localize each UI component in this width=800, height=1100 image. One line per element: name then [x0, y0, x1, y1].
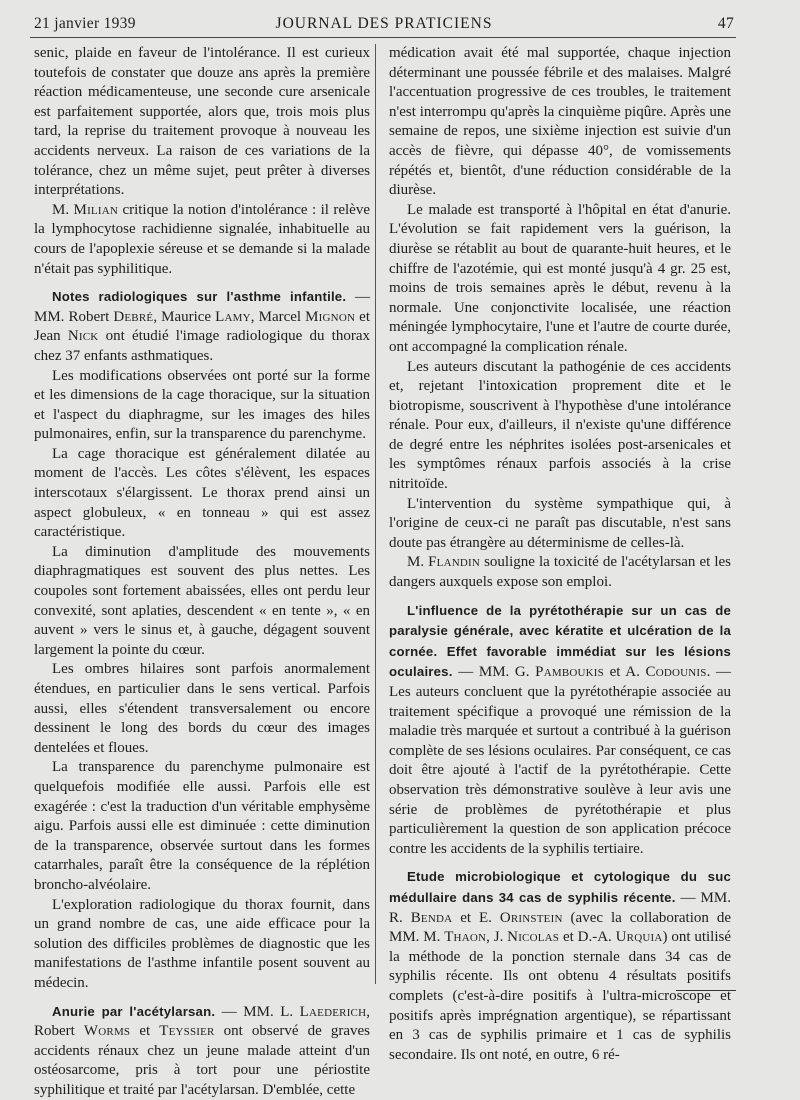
- text: (avec la collaboration de MM. M.: [389, 910, 731, 946]
- text: , Maurice: [153, 309, 215, 325]
- author-name: Lamy: [215, 309, 251, 325]
- author-name: Nicolas: [507, 929, 559, 945]
- author-name: Urquia: [616, 929, 663, 945]
- text: ont observé de graves accidents rénaux chez un jeune malade atteint d'un ostéosarcome, pris à tort pour une périostite syphilitique et traité par l'acétylarsan. D'emblée, cette: [34, 1023, 370, 1098]
- running-header: [34, 15, 734, 37]
- text: — MM. Robert: [34, 289, 370, 325]
- paragraph: Les auteurs discutant la pathogénie de ces accidents et, rejetant l'intoxication proprement dite et le biotropisme, souscrivent à l'hypothèse d'une intolérance rénale. Pour eux, d'ailleurs, il n'existe qu'une différence de degré entre les néphrites isolées post-arsenicales et les symptômes rénaux parfois associés à la crise nitritoïde.: [389, 358, 731, 495]
- author-name: Worms: [84, 1023, 130, 1039]
- section-anurie: [34, 1002, 370, 1100]
- text: souligne la toxicité de l'acétylarsan et les dangers auxquels expose son emploi.: [389, 554, 731, 590]
- paragraph: La cage thoracique est généralement dilatée au moment de l'accès. Les côtes s'élèvent, les espaces interscotaux s'élargissent. Le thorax prend ainsi un aspect globuleux, « en tonneau » qui est assez caractéristique.: [34, 445, 370, 543]
- author-name: Thaon: [444, 929, 486, 945]
- journal-title: JOURNAL DES PRATICIENS: [34, 15, 734, 33]
- author-name: Teyssier: [159, 1023, 214, 1039]
- section-pyretotherapie: [389, 601, 731, 860]
- section-suc-medullaire: [389, 867, 731, 1065]
- text: et: [130, 1023, 159, 1039]
- column-divider: [375, 44, 376, 984]
- right-column: [389, 44, 731, 1065]
- author-name: Benda: [411, 910, 453, 926]
- author-name: Orinstein: [500, 910, 563, 926]
- section-title: L'influence de la pyrétothérapie sur un cas de paralysie générale, avec kératite et ulcération de la cornée. Effet favorable immédiat sur les lésions oculaires.: [389, 603, 731, 680]
- text: critique la notion d'intolérance : il relève la lymphocytose rachidienne signalée, inhabituelle au cours de l'apoplexie séreuse et se demande si la malade n'était pas syphilitique.: [34, 202, 370, 277]
- paragraph: senic, plaide en faveur de l'intolérance. Il est curieux toutefois de constater que douze ans après la première réaction médicamenteuse, une seconde cure arsenicale est parfaitement supportée, alors que, trois mois plus tard, la reprise du traitement provoque à nouveau les accidents nerveux. La raison de ces variations de la tolérance, chez un même sujet, peut prêter à diverses interprétations.: [34, 44, 370, 201]
- author-name: Mignon: [305, 309, 355, 325]
- author-name: Milian: [74, 202, 118, 218]
- text: , J.: [486, 929, 507, 945]
- paragraph: La diminution d'amplitude des mouvements diaphragmatiques est souvent des plus nettes. Les coupoles sont fortement abaissées, elles ont perdu leur convexité, sont aplaties, descendent « en tente », « en auvent » vers le sinus et, à gauche, dégagent souvent largement la pointe du cœur.: [34, 543, 370, 661]
- text: — MM. G.: [453, 664, 536, 680]
- paragraph: médication avait été mal supportée, chaque injection déterminant une poussée fébrile et des malaises. Malgré l'accentuation progressive de ces troubles, le traitement n'est interrompu qu'après la cinquième piqûre. Après une semaine de repos, une sixième injection est suivie d'un accès de fièvre, qui dépasse 40°, de vomissements répétés et, bientôt, d'une réduction considérable de la diurèse.: [389, 44, 731, 201]
- author-name: Laederich: [300, 1004, 367, 1020]
- paragraph: [34, 201, 370, 279]
- author-name: Codounis: [646, 664, 707, 680]
- paragraph: L'exploration radiologique du thorax fournit, dans un grand nombre de cas, une aide efficace pour la solution des difficiles problèmes de diagnostic que les manifestations de l'asthme infantile posent souvent au médecin.: [34, 896, 370, 994]
- text: et A.: [604, 664, 646, 680]
- header-rule: [30, 37, 736, 38]
- paragraph: Les ombres hilaires sont parfois anormalement étendues, en particulier dans le sens vertical. Parfois aussi, elles s'étendent transversalement ou encore dessinent le long des bords du cœur des images dentelées et floues.: [34, 660, 370, 758]
- text: . — Les auteurs concluent que la pyrétothérapie associée au traitement spécifique a provoqué une rémission de la maladie très marquée et surtout a contribué à la guérison complète de ses lésions oculaires. Par conséquent, ce cas doit être ajouté à l'actif de la pyrétothérapie. Cette observation très démonstrative soulève à leur avis une série de problèmes de pyrétothérapie et plus particulièrement la question de son application précoce contre les accidents de la syphilis tertiaire.: [389, 664, 731, 856]
- text: M.: [407, 554, 428, 570]
- text: , Marcel: [251, 309, 305, 325]
- section-title: Anurie par l'acétylarsan.: [52, 1004, 215, 1019]
- section-notes-radiologiques: [34, 287, 370, 366]
- text: et E.: [452, 910, 500, 926]
- text: et D.-A.: [559, 929, 616, 945]
- left-column: [34, 44, 370, 1100]
- section-title: Notes radiologiques sur l'asthme infantile.: [52, 289, 346, 304]
- author-name: Nick: [68, 328, 99, 344]
- paragraph: La transparence du parenchyme pulmonaire est quelquefois modifiée elle aussi. Parfois elle est exagérée : c'est la traduction d'un véritable emphysème aigu. Parfois aussi elle est diminuée : cette diminution de la transparence, observée surtout dans les formes catarrhales, paraît être la conséquence de la réplétion broncho-alvéolaire.: [34, 758, 370, 895]
- paragraph: Les modifications observées ont porté sur la forme et les dimensions de la cage thoracique, sur la situation et l'aspect du diaphragme, sur les images des hiles pulmonaires, enfin, sur la transparence du parenchyme.: [34, 367, 370, 445]
- author-name: Pamboukis: [535, 664, 604, 680]
- text: — MM. R.: [389, 890, 731, 926]
- header-date: 21 janvier 1939: [34, 15, 136, 33]
- text: ont étudié l'image radiologique du thorax chez 37 enfants asthmatiques.: [34, 328, 370, 364]
- section-title: Etude microbiologique et cytologique du suc médullaire dans 34 cas de syphilis récente.: [389, 869, 731, 905]
- text: — MM. L.: [215, 1004, 299, 1020]
- author-name: Flandin: [428, 554, 480, 570]
- paragraph: L'intervention du système sympathique qui, à l'origine de ceux-ci ne paraît pas discutable, n'est sans doute pas étrangère au déterminisme de celles-là.: [389, 495, 731, 554]
- footer-rule: [676, 990, 736, 991]
- text: M.: [52, 202, 74, 218]
- text: ) ont utilisé la méthode de la ponction sternale dans 34 cas de syphilis récente. Ils ont obtenu 4 résultats positifs complets (c'est-à-dire positifs à l'ultra-microscope et positifs après imprégnation argentique), se répartissant en 3 cas de syphilis primaire et 1 cas de syphilis secondaire. Ils ont noté, en outre, 6 ré-: [389, 929, 731, 1063]
- page-number: 47: [718, 15, 734, 33]
- paragraph: [389, 553, 731, 592]
- paragraph: Le malade est transporté à l'hôpital en état d'anurie. L'évolution se fait rapidement vers la guérison, la diurèse se rétablit au bout de quarante-huit heures, et le chiffre de l'azotémie, qui est monté jusqu'à 4 gr. 25 est, moins de trois semaines après le début, revenu à la normale. Une conjonctivite localisée, une réaction méningée lymphocytaire, l'une et l'autre de courte durée, ont accompagné la complication rénale.: [389, 201, 731, 358]
- text: et Jean: [34, 309, 370, 345]
- text: , Robert: [34, 1004, 370, 1040]
- author-name: Debré: [113, 309, 153, 325]
